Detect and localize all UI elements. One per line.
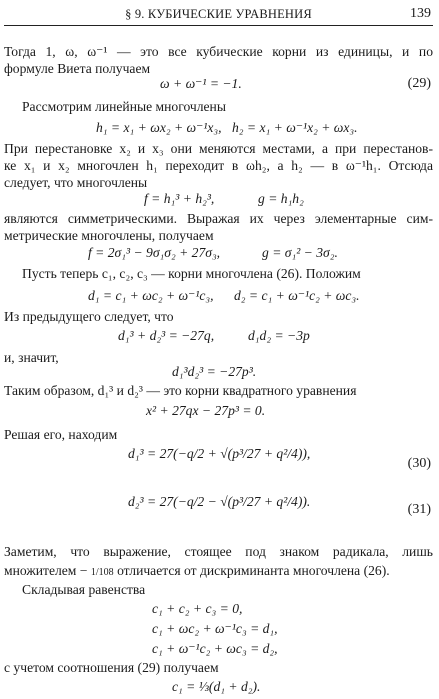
text-line: Заметим, что выражение, стоящее под знаком радикала, лишь xyxy=(4,544,433,559)
text-line: Из предыдущего следует, что xyxy=(4,309,174,324)
text-line: Тогда 1, ω, ω⁻¹ — это все кубические корни из единицы, и по xyxy=(4,44,433,59)
chapter-title: § 9. КУБИЧЕСКИЕ УРАВНЕНИЯ xyxy=(125,7,312,21)
formula-31 xyxy=(128,494,310,510)
text-line: ке x₁ и x₂ многочлен h₁ переходит в ωh₂, а h₂ — в ω⁻¹h₁. Отсюда xyxy=(4,158,433,173)
formula-d-product-cube: d₁³d₂³ = −27p³. xyxy=(172,364,257,379)
text-line: Таким образом, d₁³ и d₂³ — это корни квадратного уравнения xyxy=(4,383,357,398)
formula-g: g = h₁h₂ xyxy=(258,191,304,206)
text-line: Решая его, находим xyxy=(4,427,118,442)
formula-f: f = h₁³ + h₂³, xyxy=(144,191,215,206)
text-line: и, значит, xyxy=(4,350,59,365)
text-fragment: множителем − xyxy=(4,563,88,578)
text-fragment: отличается от дискриминанта многочлена (26). xyxy=(117,563,390,578)
formula-text: d₁³ = 27(−q/2 + √(p³/27 + q²/4)), xyxy=(128,446,311,461)
formula-d-sum: d₁³ + d₂³ = −27q, xyxy=(118,328,215,343)
text-line: метрические многочлены, получаем xyxy=(4,228,214,243)
formula-g-symmetric: g = σ₁² − 3σ₂. xyxy=(262,245,338,260)
fraction-1-108: 1/108 xyxy=(90,567,114,578)
equation-number-29: (29) xyxy=(407,76,431,91)
formula-f-symmetric: f = 2σ₁³ − 9σ₁σ₂ + 27σ₃, xyxy=(88,245,221,260)
text-line: Рассмотрим линейные многочлены xyxy=(22,99,226,114)
formula-quadratic: x² + 27qx − 27p³ = 0. xyxy=(146,403,266,418)
text-line: Складывая равенства xyxy=(22,582,146,597)
formula-h1: h₁ = x₁ + ωx₂ + ω⁻¹x₃, xyxy=(96,120,222,135)
formula-system-3: c₁ + ω⁻¹c₂ + ωc₃ = d₂, xyxy=(152,641,278,656)
text-line: с учетом соотношения (29) получаем xyxy=(4,660,219,675)
text-line: Пусть теперь c₁, c₂, c₃ — корни многочлена (26). Положим xyxy=(22,266,361,281)
header-rule xyxy=(4,25,433,26)
text-line: следует, что многочлены xyxy=(4,175,148,190)
text-line: являются симметрическими. Выражая их через элементарные сим- xyxy=(4,211,433,226)
formula-h2: h₂ = x₁ + ω⁻¹x₂ + ωx₃. xyxy=(232,120,358,135)
formula-d1: d₁ = c₁ + ωc₂ + ω⁻¹c₃, xyxy=(88,288,214,303)
formula-d2: d₂ = c₁ + ω⁻¹c₂ + ωc₃. xyxy=(234,288,360,303)
formula-c1: c₁ = ⅓(d₁ + d₂). xyxy=(172,679,261,694)
text-line xyxy=(4,563,433,581)
formula-text: d₂³ = 27(−q/2 − √(p³/27 + q²/4)). xyxy=(128,494,311,509)
text-line: формуле Виета получаем xyxy=(4,61,151,76)
formula-text: ω + ω⁻¹ = −1. xyxy=(160,76,242,91)
formula-30 xyxy=(128,446,310,462)
formula-29 xyxy=(160,76,242,92)
page-number: 139 xyxy=(410,6,431,21)
running-header xyxy=(4,6,433,26)
text-line: При перестановке x₂ и x₃ они меняются местами, а при перестанов- xyxy=(4,141,433,156)
equation-number-30: (30) xyxy=(407,456,431,471)
equation-number-31: (31) xyxy=(407,502,431,517)
formula-system-1: c₁ + c₂ + c₃ = 0, xyxy=(152,601,243,616)
formula-system-2: c₁ + ωc₂ + ω⁻¹c₃ = d₁, xyxy=(152,621,278,636)
formula-d-product: d₁d₂ = −3p xyxy=(248,328,310,343)
